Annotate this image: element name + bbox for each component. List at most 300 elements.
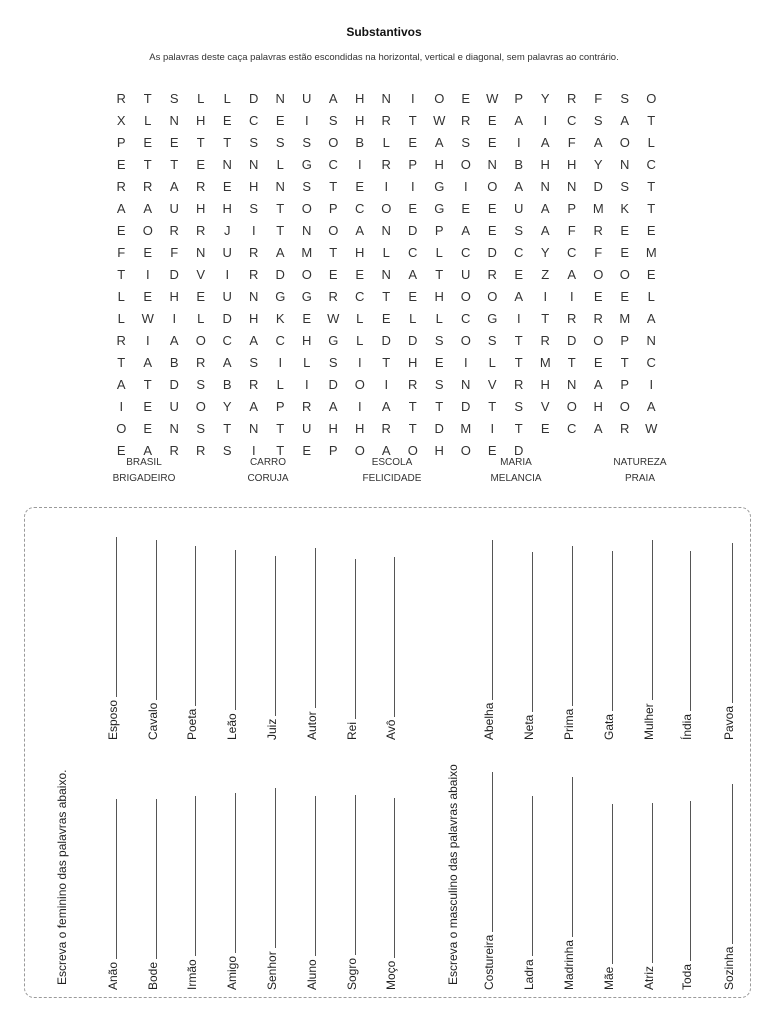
grid-letter[interactable]: O — [487, 179, 498, 194]
grid-letter[interactable]: N — [302, 223, 312, 238]
grid-letter[interactable]: E — [487, 113, 497, 128]
grid-letter[interactable]: E — [408, 201, 418, 216]
masculine-item[interactable] — [562, 777, 576, 990]
grid-letter[interactable]: O — [195, 399, 206, 414]
grid-letter[interactable]: N — [222, 157, 232, 172]
grid-letter[interactable]: O — [460, 333, 471, 348]
grid-letter[interactable]: R — [381, 113, 391, 128]
masculine-item[interactable] — [642, 540, 656, 740]
grid-letter[interactable]: O — [619, 135, 630, 150]
grid-letter[interactable]: F — [170, 245, 179, 260]
grid-letter[interactable]: A — [328, 399, 338, 414]
feminine-item[interactable] — [384, 798, 398, 990]
grid-letter[interactable]: O — [407, 443, 418, 458]
answer-line[interactable] — [532, 796, 533, 956]
grid-letter[interactable]: A — [169, 333, 179, 348]
answer-line[interactable] — [492, 540, 493, 700]
grid-letter[interactable]: H — [328, 421, 338, 436]
grid-letter[interactable]: U — [222, 245, 232, 260]
grid-letter[interactable]: R — [196, 179, 206, 194]
grid-letter[interactable]: S — [222, 443, 232, 458]
grid-letter[interactable]: M — [301, 245, 313, 260]
answer-line[interactable] — [156, 799, 157, 959]
grid-letter[interactable]: U — [222, 289, 232, 304]
grid-letter[interactable]: G — [434, 179, 445, 194]
grid-letter[interactable]: E — [461, 201, 471, 216]
grid-letter[interactable]: A — [646, 311, 656, 326]
grid-letter[interactable]: N — [196, 245, 206, 260]
grid-letter[interactable]: K — [275, 311, 285, 326]
grid-letter[interactable]: R — [514, 377, 524, 392]
grid-letter[interactable]: C — [567, 421, 577, 436]
grid-letter[interactable]: H — [169, 289, 179, 304]
grid-letter[interactable]: L — [276, 377, 284, 392]
feminine-item[interactable] — [384, 557, 398, 740]
grid-letter[interactable]: O — [142, 223, 153, 238]
grid-letter[interactable]: N — [487, 157, 497, 172]
grid-letter[interactable]: I — [463, 355, 468, 370]
grid-letter[interactable]: I — [490, 421, 495, 436]
grid-letter[interactable]: O — [328, 223, 339, 238]
grid-letter[interactable]: E — [434, 355, 444, 370]
grid-letter[interactable]: L — [382, 245, 390, 260]
feminine-item[interactable] — [106, 799, 120, 990]
answer-line[interactable] — [315, 796, 316, 956]
grid-letter[interactable]: S — [434, 377, 444, 392]
feminine-item[interactable] — [106, 537, 120, 740]
grid-letter[interactable]: G — [301, 157, 312, 172]
answer-line[interactable] — [572, 546, 573, 706]
grid-letter[interactable]: U — [302, 91, 312, 106]
grid-letter[interactable]: I — [357, 355, 362, 370]
grid-letter[interactable]: B — [514, 157, 524, 172]
grid-letter[interactable]: R — [249, 377, 259, 392]
grid-letter[interactable]: C — [461, 245, 471, 260]
grid-letter[interactable]: O — [354, 443, 365, 458]
grid-letter[interactable]: P — [116, 135, 126, 150]
grid-letter[interactable]: T — [408, 421, 417, 436]
grid-letter[interactable]: R — [116, 91, 126, 106]
grid-letter[interactable]: H — [355, 91, 365, 106]
grid-letter[interactable]: A — [461, 223, 471, 238]
grid-letter[interactable]: T — [514, 421, 523, 436]
grid-letter[interactable]: G — [434, 201, 445, 216]
grid-letter[interactable]: W — [327, 311, 340, 326]
grid-letter[interactable]: C — [461, 311, 471, 326]
masculine-item[interactable] — [680, 801, 694, 990]
grid-letter[interactable]: L — [647, 289, 655, 304]
grid-letter[interactable]: O — [301, 201, 312, 216]
grid-letter[interactable]: L — [223, 91, 231, 106]
grid-letter[interactable]: D — [381, 333, 391, 348]
grid-letter[interactable]: E — [620, 245, 630, 260]
masculine-item[interactable] — [522, 796, 536, 990]
grid-letter[interactable]: R — [593, 311, 603, 326]
grid-letter[interactable]: S — [461, 135, 471, 150]
grid-letter[interactable]: R — [381, 421, 391, 436]
grid-letter[interactable]: Y — [540, 91, 550, 106]
grid-letter[interactable]: W — [645, 421, 658, 436]
grid-letter[interactable]: E — [222, 179, 232, 194]
grid-letter[interactable]: R — [567, 311, 577, 326]
grid-letter[interactable]: R — [116, 179, 126, 194]
grid-letter[interactable]: R — [116, 333, 126, 348]
answer-line[interactable] — [235, 793, 236, 953]
grid-letter[interactable]: A — [434, 135, 444, 150]
grid-letter[interactable]: E — [143, 289, 153, 304]
grid-letter[interactable]: S — [249, 355, 259, 370]
grid-letter[interactable]: O — [301, 267, 312, 282]
grid-letter[interactable]: P — [275, 399, 285, 414]
grid-letter[interactable]: C — [646, 355, 656, 370]
grid-letter[interactable]: I — [304, 377, 309, 392]
grid-letter[interactable]: H — [434, 289, 444, 304]
grid-letter[interactable]: P — [434, 223, 444, 238]
grid-letter[interactable]: T — [382, 289, 391, 304]
grid-letter[interactable]: A — [593, 377, 603, 392]
grid-letter[interactable]: A — [540, 135, 550, 150]
grid-letter[interactable]: D — [169, 377, 179, 392]
grid-letter[interactable]: R — [302, 399, 312, 414]
answer-line[interactable] — [652, 540, 653, 700]
grid-letter[interactable]: S — [275, 135, 285, 150]
grid-letter[interactable]: A — [143, 355, 153, 370]
grid-letter[interactable]: V — [487, 377, 497, 392]
grid-letter[interactable]: E — [302, 443, 312, 458]
grid-letter[interactable]: O — [593, 333, 604, 348]
grid-letter[interactable]: E — [143, 245, 153, 260]
grid-letter[interactable]: C — [328, 157, 338, 172]
grid-letter[interactable]: U — [461, 267, 471, 282]
grid-letter[interactable]: N — [169, 421, 179, 436]
grid-letter[interactable]: N — [381, 267, 391, 282]
grid-letter[interactable]: H — [355, 113, 365, 128]
answer-line[interactable] — [732, 784, 733, 944]
grid-letter[interactable]: N — [169, 113, 179, 128]
grid-letter[interactable]: D — [567, 333, 577, 348]
grid-letter[interactable]: A — [567, 267, 577, 282]
grid-letter[interactable]: D — [593, 179, 603, 194]
grid-letter[interactable]: F — [567, 223, 576, 238]
answer-line[interactable] — [355, 795, 356, 955]
grid-letter[interactable]: M — [592, 201, 604, 216]
masculine-item[interactable] — [722, 543, 736, 740]
grid-letter[interactable]: H — [222, 201, 232, 216]
grid-letter[interactable]: R — [249, 245, 259, 260]
grid-letter[interactable]: D — [461, 399, 471, 414]
grid-letter[interactable]: T — [435, 399, 444, 414]
grid-letter[interactable]: T — [408, 113, 417, 128]
grid-letter[interactable]: E — [169, 135, 179, 150]
grid-letter[interactable]: E — [143, 399, 153, 414]
feminine-item[interactable] — [265, 788, 279, 990]
grid-letter[interactable]: E — [593, 355, 603, 370]
grid-letter[interactable]: G — [328, 333, 339, 348]
grid-letter[interactable]: K — [620, 201, 630, 216]
grid-letter[interactable]: W — [141, 311, 154, 326]
grid-letter[interactable]: A — [275, 245, 285, 260]
answer-line[interactable] — [492, 772, 493, 932]
answer-line[interactable] — [612, 551, 613, 711]
grid-letter[interactable]: E — [487, 201, 497, 216]
grid-letter[interactable]: F — [117, 245, 126, 260]
grid-letter[interactable]: D — [169, 267, 179, 282]
grid-letter[interactable]: U — [302, 421, 312, 436]
grid-letter[interactable]: O — [354, 377, 365, 392]
grid-letter[interactable]: T — [408, 399, 417, 414]
grid-letter[interactable]: L — [356, 333, 364, 348]
grid-letter[interactable]: C — [567, 113, 577, 128]
grid-letter[interactable]: O — [646, 91, 657, 106]
grid-letter[interactable]: G — [301, 289, 312, 304]
grid-letter[interactable]: L — [117, 311, 125, 326]
grid-letter[interactable]: I — [251, 443, 256, 458]
answer-line[interactable] — [116, 799, 117, 959]
grid-letter[interactable]: E — [275, 113, 285, 128]
grid-letter[interactable]: V — [540, 399, 550, 414]
grid-letter[interactable]: R — [381, 157, 391, 172]
grid-letter[interactable]: T — [276, 443, 285, 458]
grid-letter[interactable]: N — [249, 289, 259, 304]
grid-letter[interactable]: B — [222, 377, 232, 392]
grid-letter[interactable]: H — [408, 355, 418, 370]
grid-letter[interactable]: L — [488, 355, 496, 370]
grid-letter[interactable]: A — [169, 179, 179, 194]
grid-letter[interactable]: A — [381, 443, 391, 458]
grid-letter[interactable]: M — [539, 355, 551, 370]
grid-letter[interactable]: L — [144, 113, 152, 128]
grid-letter[interactable]: O — [328, 135, 339, 150]
grid-letter[interactable]: P — [620, 377, 630, 392]
grid-letter[interactable]: H — [196, 113, 206, 128]
grid-letter[interactable]: R — [169, 223, 179, 238]
grid-letter[interactable]: R — [620, 421, 630, 436]
grid-letter[interactable]: A — [514, 113, 524, 128]
grid-letter[interactable]: E — [355, 267, 365, 282]
grid-letter[interactable]: S — [249, 201, 259, 216]
grid-letter[interactable]: N — [381, 223, 391, 238]
grid-letter[interactable]: E — [487, 223, 497, 238]
grid-letter[interactable]: I — [410, 179, 415, 194]
grid-letter[interactable]: P — [328, 201, 338, 216]
grid-letter[interactable]: O — [116, 421, 127, 436]
grid-letter[interactable]: A — [646, 399, 656, 414]
grid-letter[interactable]: H — [567, 157, 577, 172]
grid-letter[interactable]: Y — [540, 245, 550, 260]
grid-letter[interactable]: O — [566, 399, 577, 414]
grid-letter[interactable]: H — [434, 443, 444, 458]
grid-letter[interactable]: T — [143, 91, 152, 106]
grid-letter[interactable]: N — [620, 157, 630, 172]
grid-letter[interactable]: N — [275, 179, 285, 194]
answer-line[interactable] — [315, 548, 316, 708]
grid-letter[interactable]: N — [646, 333, 656, 348]
grid-letter[interactable]: A — [620, 113, 630, 128]
answer-line[interactable] — [532, 552, 533, 712]
grid-letter[interactable]: W — [486, 91, 499, 106]
grid-letter[interactable]: A — [222, 355, 232, 370]
grid-letter[interactable]: A — [249, 333, 259, 348]
grid-letter[interactable]: A — [408, 267, 418, 282]
grid-letter[interactable]: P — [567, 201, 577, 216]
grid-letter[interactable]: S — [302, 179, 312, 194]
answer-line[interactable] — [732, 543, 733, 703]
feminine-item[interactable] — [185, 796, 199, 990]
grid-letter[interactable]: S — [514, 399, 524, 414]
grid-letter[interactable]: E — [222, 113, 232, 128]
grid-letter[interactable]: S — [593, 113, 603, 128]
grid-letter[interactable]: E — [461, 91, 471, 106]
grid-letter[interactable]: T — [276, 223, 285, 238]
answer-line[interactable] — [235, 550, 236, 710]
grid-letter[interactable]: E — [355, 179, 365, 194]
masculine-item[interactable] — [562, 546, 576, 740]
grid-letter[interactable]: F — [594, 245, 603, 260]
grid-letter[interactable]: G — [275, 289, 286, 304]
grid-letter[interactable]: E — [302, 311, 312, 326]
grid-letter[interactable]: E — [328, 267, 338, 282]
feminine-item[interactable] — [146, 540, 160, 740]
grid-letter[interactable]: Y — [222, 399, 232, 414]
grid-letter[interactable]: A — [514, 179, 524, 194]
grid-letter[interactable]: E — [196, 157, 206, 172]
grid-letter[interactable]: I — [463, 179, 468, 194]
grid-letter[interactable]: S — [487, 333, 497, 348]
grid-letter[interactable]: A — [540, 223, 550, 238]
grid-letter[interactable]: T — [435, 267, 444, 282]
masculine-item[interactable] — [722, 784, 736, 990]
grid-letter[interactable]: Z — [541, 267, 550, 282]
grid-letter[interactable]: R — [249, 267, 259, 282]
grid-letter[interactable]: F — [567, 135, 576, 150]
grid-letter[interactable]: H — [540, 377, 550, 392]
grid-letter[interactable]: S — [196, 377, 206, 392]
grid-letter[interactable]: R — [143, 179, 153, 194]
grid-letter[interactable]: C — [355, 201, 365, 216]
grid-letter[interactable]: A — [116, 201, 126, 216]
answer-line[interactable] — [394, 798, 395, 958]
answer-line[interactable] — [612, 804, 613, 964]
grid-letter[interactable]: I — [516, 311, 521, 326]
grid-letter[interactable]: C — [249, 113, 259, 128]
grid-letter[interactable]: D — [408, 223, 418, 238]
grid-letter[interactable]: W — [433, 113, 446, 128]
grid-letter[interactable]: E — [196, 289, 206, 304]
grid-letter[interactable]: S — [514, 223, 524, 238]
grid-letter[interactable]: M — [645, 245, 657, 260]
grid-letter[interactable]: C — [275, 333, 285, 348]
grid-letter[interactable]: I — [357, 399, 362, 414]
grid-letter[interactable]: P — [620, 333, 630, 348]
grid-letter[interactable]: D — [514, 443, 524, 458]
grid-letter[interactable]: C — [355, 289, 365, 304]
grid-letter[interactable]: D — [222, 311, 232, 326]
grid-letter[interactable]: T — [143, 157, 152, 172]
grid-letter[interactable]: T — [276, 201, 285, 216]
answer-line[interactable] — [195, 546, 196, 706]
grid-letter[interactable]: T — [620, 355, 629, 370]
grid-letter[interactable]: M — [460, 421, 472, 436]
answer-line[interactable] — [275, 556, 276, 716]
grid-letter[interactable]: D — [275, 267, 285, 282]
grid-letter[interactable]: T — [223, 135, 232, 150]
grid-letter[interactable]: N — [249, 157, 259, 172]
grid-letter[interactable]: H — [593, 399, 603, 414]
grid-letter[interactable]: I — [516, 135, 521, 150]
grid-letter[interactable]: E — [514, 267, 524, 282]
answer-line[interactable] — [690, 801, 691, 961]
grid-letter[interactable]: T — [223, 421, 232, 436]
grid-letter[interactable]: R — [196, 355, 206, 370]
grid-letter[interactable]: O — [593, 267, 604, 282]
grid-letter[interactable]: I — [569, 289, 574, 304]
grid-letter[interactable]: L — [303, 355, 311, 370]
grid-letter[interactable]: I — [649, 377, 654, 392]
answer-line[interactable] — [652, 803, 653, 963]
grid-letter[interactable]: S — [169, 91, 179, 106]
grid-letter[interactable]: T — [143, 377, 152, 392]
grid-letter[interactable]: C — [567, 245, 577, 260]
grid-letter[interactable]: A — [355, 223, 365, 238]
grid-letter[interactable]: H — [540, 157, 550, 172]
grid-letter[interactable]: V — [196, 267, 206, 282]
grid-letter[interactable]: R — [567, 91, 577, 106]
grid-letter[interactable]: X — [116, 113, 126, 128]
grid-letter[interactable]: D — [434, 421, 444, 436]
feminine-item[interactable] — [225, 793, 239, 990]
grid-letter[interactable]: O — [195, 333, 206, 348]
grid-letter[interactable]: A — [328, 91, 338, 106]
feminine-item[interactable] — [225, 550, 239, 740]
grid-letter[interactable]: A — [143, 443, 153, 458]
feminine-item[interactable] — [265, 556, 279, 740]
grid-letter[interactable]: I — [145, 333, 150, 348]
grid-letter[interactable]: R — [540, 333, 550, 348]
answer-line[interactable] — [275, 788, 276, 948]
grid-letter[interactable]: N — [249, 421, 259, 436]
grid-letter[interactable]: T — [276, 421, 285, 436]
grid-letter[interactable]: A — [381, 399, 391, 414]
grid-letter[interactable]: R — [408, 377, 418, 392]
grid-letter[interactable]: S — [302, 135, 312, 150]
grid-letter[interactable]: S — [328, 355, 338, 370]
grid-letter[interactable]: R — [461, 113, 471, 128]
grid-letter[interactable]: A — [143, 201, 153, 216]
grid-letter[interactable]: P — [514, 91, 524, 106]
grid-letter[interactable]: D — [487, 245, 497, 260]
grid-letter[interactable]: L — [435, 245, 443, 260]
grid-letter[interactable]: P — [328, 443, 338, 458]
grid-letter[interactable]: D — [249, 91, 259, 106]
grid-letter[interactable]: L — [356, 311, 364, 326]
grid-letter[interactable]: O — [434, 91, 445, 106]
grid-letter[interactable]: E — [540, 421, 550, 436]
grid-letter[interactable]: F — [594, 91, 603, 106]
grid-letter[interactable]: I — [304, 113, 309, 128]
grid-letter[interactable]: A — [540, 201, 550, 216]
grid-letter[interactable]: H — [249, 179, 259, 194]
grid-letter[interactable]: B — [169, 355, 179, 370]
grid-letter[interactable]: E — [487, 443, 497, 458]
grid-letter[interactable]: A — [593, 421, 603, 436]
grid-letter[interactable]: C — [222, 333, 232, 348]
grid-letter[interactable]: U — [169, 201, 179, 216]
grid-letter[interactable]: T — [170, 157, 179, 172]
grid-letter[interactable]: I — [225, 267, 230, 282]
grid-letter[interactable]: N — [540, 179, 550, 194]
grid-letter[interactable]: I — [145, 267, 150, 282]
answer-line[interactable] — [355, 559, 356, 719]
